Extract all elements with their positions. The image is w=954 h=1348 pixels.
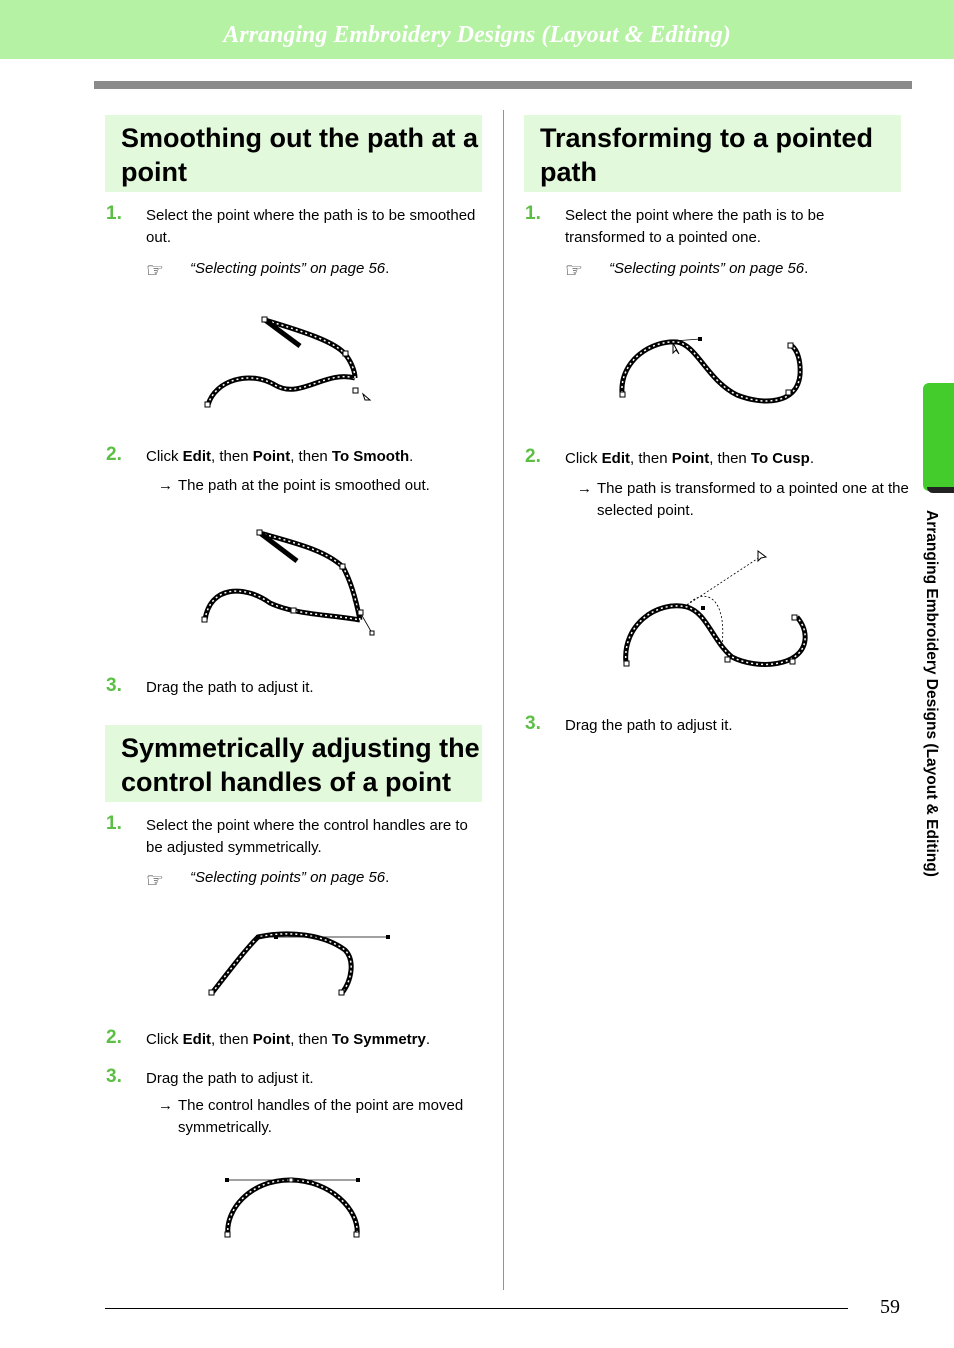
then-text: , then: [709, 450, 751, 467]
header-title: Arranging Embroidery Designs (Layout & Editing): [223, 22, 731, 48]
menu-edit: Edit: [182, 1031, 212, 1048]
chapter-tab: [923, 383, 954, 491]
section-cusp: [524, 115, 901, 192]
step-number: 1.: [106, 203, 122, 224]
menu-point: Point: [671, 450, 710, 467]
step-number: 3.: [106, 1066, 122, 1087]
section-symmetry: [105, 725, 482, 802]
then-text: , then: [211, 448, 253, 465]
result-text: [577, 478, 919, 522]
pointing-hand-icon: ☞: [146, 870, 164, 892]
column-divider: [503, 110, 504, 1290]
cusp-before-figure: [612, 330, 812, 410]
step-text: Select the point where the control handles are to be adjusted symmetrically.: [146, 817, 468, 856]
step-text: Select the point where the path is to be transformed to a pointed one.: [565, 207, 825, 246]
menu-to-smooth: To Smooth: [331, 448, 410, 465]
step-number: 2.: [525, 446, 541, 467]
reference-period: .: [804, 260, 809, 277]
symmetry-before-figure: [200, 925, 400, 1005]
reference-title: “Selecting points”: [609, 260, 725, 277]
period-text: .: [809, 450, 814, 467]
page-reference[interactable]: [190, 869, 389, 886]
then-text: , then: [630, 450, 672, 467]
reference-title: “Selecting points”: [190, 260, 306, 277]
click-text: Click: [146, 1031, 183, 1048]
step-text: [565, 448, 814, 470]
symmetry-after-figure: [215, 1170, 375, 1245]
reference-page: on page 56: [305, 260, 386, 277]
reference-title: “Selecting points”: [190, 869, 306, 886]
menu-edit: Edit: [601, 450, 631, 467]
header-rule: [94, 81, 912, 89]
step-number: 1.: [525, 203, 541, 224]
arrow-icon: →: [158, 477, 173, 494]
menu-point: Point: [252, 448, 291, 465]
result-label: The path is transformed to a pointed one at the selected point.: [597, 480, 909, 519]
then-text: , then: [290, 448, 332, 465]
cusp-after-figure: [612, 545, 812, 670]
step-text: Select the point where the path is to be smoothed out.: [146, 207, 476, 246]
result-text: [158, 475, 478, 497]
menu-point: Point: [252, 1031, 291, 1048]
reference-page: on page 56: [724, 260, 805, 277]
section-smoothing: [105, 115, 482, 192]
period-text: .: [409, 448, 414, 465]
smoothing-before-figure: [195, 310, 385, 415]
reference-period: .: [385, 260, 390, 277]
menu-to-symmetry: To Symmetry: [331, 1031, 426, 1048]
result-text: [158, 1095, 488, 1139]
pointing-hand-icon: ☞: [146, 260, 164, 282]
step-number: 3.: [106, 675, 122, 696]
menu-to-cusp: To Cusp: [750, 450, 810, 467]
step-text: Drag the path to adjust it.: [146, 1070, 314, 1087]
page-reference[interactable]: [190, 260, 389, 277]
arrow-icon: →: [577, 480, 592, 497]
page-number: 59: [880, 1296, 900, 1318]
then-text: , then: [211, 1031, 253, 1048]
step-text: Drag the path to adjust it.: [565, 717, 733, 734]
click-text: Click: [146, 448, 183, 465]
click-text: Click: [565, 450, 602, 467]
header-banner: [0, 0, 954, 59]
step-text: [146, 1029, 430, 1051]
side-chapter-label: Arranging Embroidery Designs (Layout & Editing): [923, 510, 940, 877]
result-label: The path at the point is smoothed out.: [178, 477, 430, 494]
then-text: , then: [290, 1031, 332, 1048]
smoothing-after-figure: [195, 525, 385, 640]
step-text: [146, 446, 413, 468]
step-number: 1.: [106, 813, 122, 834]
page-reference[interactable]: [609, 260, 808, 277]
pointing-hand-icon: ☞: [565, 260, 583, 282]
section-title-cusp: Transforming to a pointed path: [540, 123, 874, 187]
step-text: Drag the path to adjust it.: [146, 679, 314, 696]
period-text: .: [425, 1031, 431, 1048]
section-title-smoothing: Smoothing out the path at a point: [121, 123, 478, 187]
reference-page: on page 56: [305, 869, 386, 886]
arrow-icon: →: [158, 1097, 173, 1114]
reference-period: .: [385, 869, 390, 886]
result-label: The control handles of the point are moved symmetrically.: [178, 1097, 464, 1136]
step-number: 3.: [525, 713, 541, 734]
step-number: 2.: [106, 444, 122, 465]
chapter-tab-shadow: [927, 487, 954, 493]
section-title-symmetry: Symmetrically adjusting the control handles of a point: [121, 733, 480, 797]
footer-rule: [105, 1308, 848, 1309]
menu-edit: Edit: [182, 448, 212, 465]
step-number: 2.: [106, 1027, 122, 1048]
